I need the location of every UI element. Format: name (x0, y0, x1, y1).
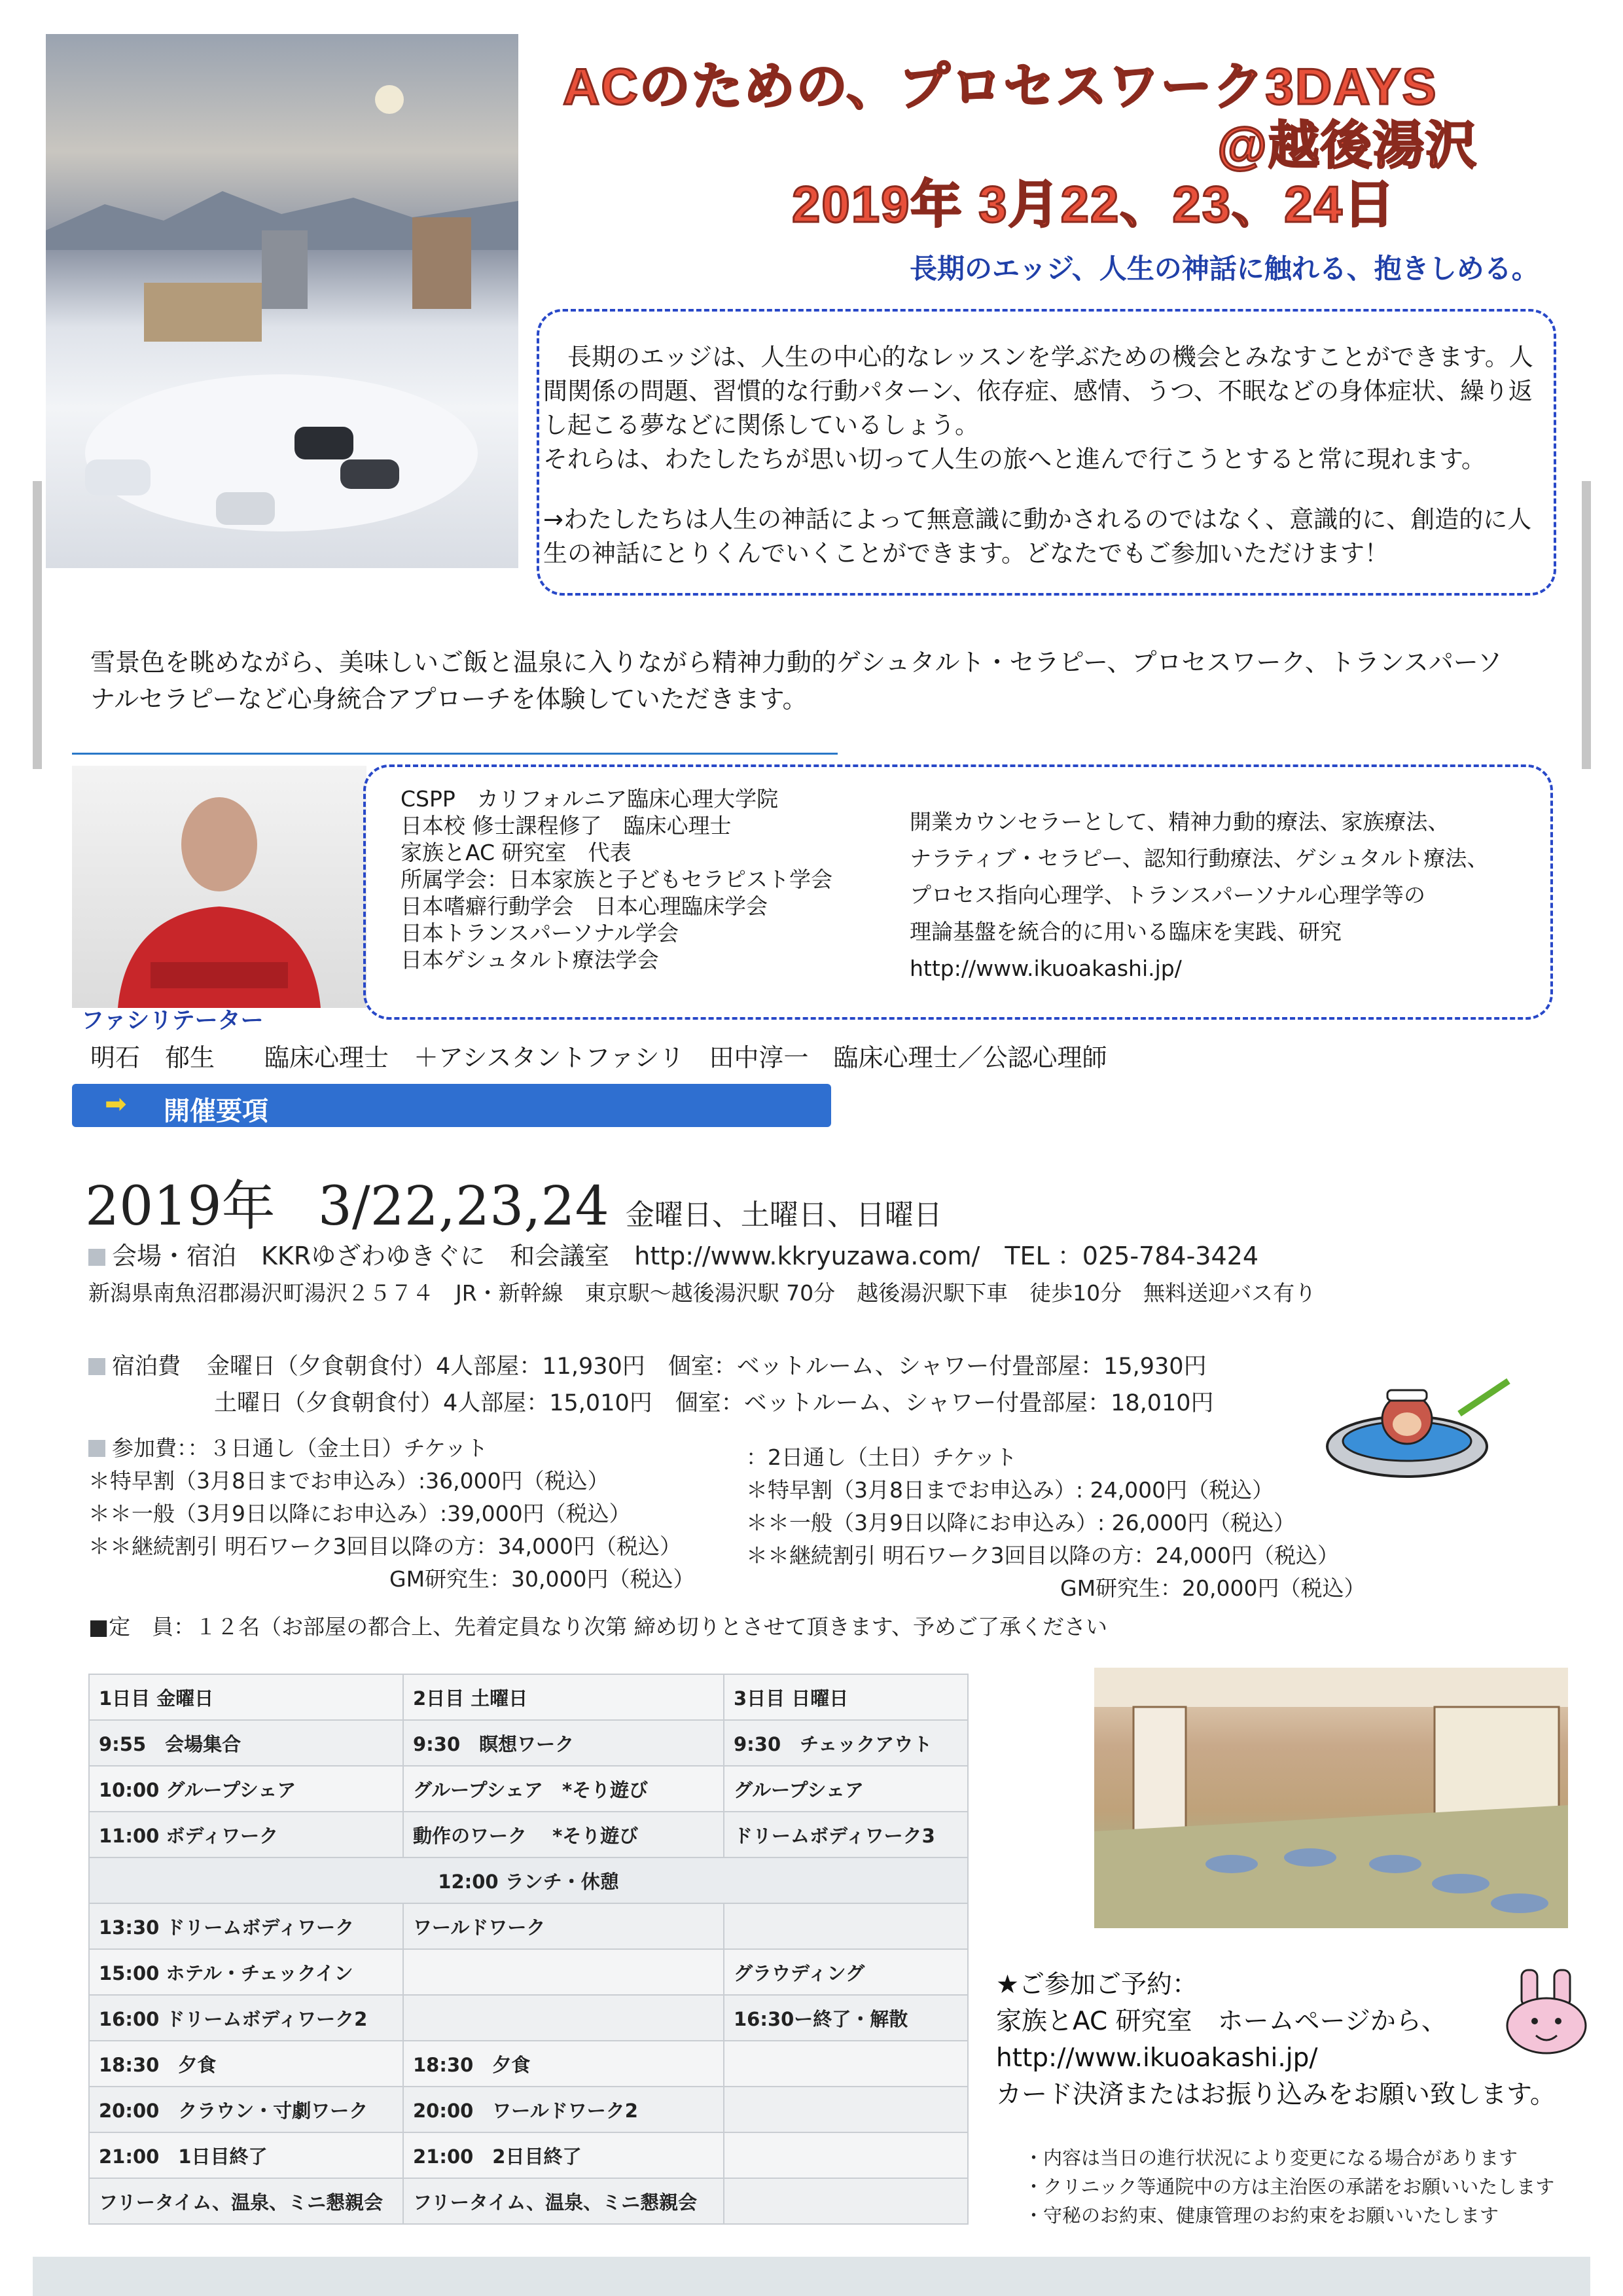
credential-line: CSPP カリフォルニア臨床心理大学院 (401, 786, 779, 812)
fee-line: ＊＊一般（3月9日以降にお申込み）: 26,000円（税込） (746, 1510, 1296, 1535)
event-title-line3: 2019年 3月22、23、24日 (792, 175, 1396, 233)
credential-line: 日本嗜癖行動学会 日本心理臨床学会 (401, 893, 768, 919)
event-year: 2019年 (85, 1175, 276, 1238)
arrow-right-icon: ➡ (105, 1089, 127, 1119)
square-bullet-icon (88, 1440, 105, 1457)
table-cell: フリータイム、温泉、ミニ懇親会 (403, 2178, 724, 2224)
table-row (89, 2087, 968, 2132)
profile-description (910, 804, 1488, 987)
booking-info (996, 1967, 1556, 2113)
description-line: ナラティブ・セラピー、認知行動療法、ゲシュタルト療法、 (910, 846, 1489, 871)
fees-label: 参加費：：３日通し（金土日）チケット (112, 1435, 488, 1461)
fees-label-row (88, 1432, 695, 1465)
table-row (89, 1995, 968, 2041)
fees-right (746, 1441, 1366, 1605)
notes (1024, 2144, 1554, 2230)
booking-heading: ★ご参加ご予約： (996, 1970, 1198, 2000)
credential-line: 日本ゲシュタルト療法学会 (401, 947, 659, 973)
credential-line: 日本校 修士課程修了 臨床心理士 (401, 813, 732, 838)
table-cell: グループシェア (724, 1766, 968, 1812)
fee-line: ＊＊一般（3月9日以降にお申込み）:39,000円（税込） (88, 1501, 631, 1526)
schedule-table (88, 1674, 969, 2225)
credential-line: 所属学会：日本家族と子どもセラピスト学会 (401, 867, 832, 892)
lodging-block (88, 1348, 1214, 1422)
table-cell: 13:30 ドリームボディワーク (89, 1903, 403, 1949)
table-row (89, 1949, 968, 1995)
table-cell (403, 1995, 724, 2041)
lodging-label: 宿泊費 (112, 1354, 181, 1380)
table-cell: 15:00 ホテル・チェックイン (89, 1949, 403, 1995)
event-days: 金曜日、土曜日、日曜日 (625, 1198, 942, 1232)
table-cell: 9:55 会場集合 (89, 1720, 403, 1766)
table-row (89, 1720, 968, 1766)
table-cell: 9:30 チェックアウト (724, 1720, 968, 1766)
table-cell (403, 1949, 724, 1995)
table-cell (724, 2041, 968, 2087)
fee-line: ＊＊継続割引 明石ワーク3回目以降の方：24,000円（税込） (746, 1543, 1339, 1568)
description-line: 開業カウンセラーとして、精神力動的療法、家族療法、 (910, 809, 1450, 834)
table-cell: 動作のワーク *そり遊び (403, 1812, 724, 1857)
intro-paragraph-3: →わたしたちは人生の神話によって無意識に動かされるのではなく、意識的に、創造的に人生の神話にとりくんでいくことができます。どなたでもご参加いただけます！ (543, 505, 1532, 567)
table-row (89, 1903, 968, 1949)
lead-text: 雪景色を眺めながら、美味しいご飯と温泉に入りながら精神力動的ゲシュタルト・セラピー、プロセスワーク、トランスパーソナルセラピーなど心身統合アプローチを体験していただきます。 (90, 648, 1503, 713)
table-cell: 20:00 ワールドワーク2 (403, 2087, 724, 2132)
fee-line: ＊特早割（3月8日までお申込み）:36,000円（税込） (88, 1468, 609, 1494)
description-line: 理論基盤を統合的に用いる臨床を実践、研究 (910, 919, 1342, 944)
table-cell: ワールドワーク (403, 1903, 724, 1949)
column-header: 3日目 日曜日 (724, 1674, 968, 1720)
table-cell: グループシェア *そり遊び (403, 1766, 724, 1812)
fee-line: GM研究生：20,000円（税込） (1060, 1575, 1366, 1601)
column-header: 1日目 金曜日 (89, 1674, 403, 1720)
table-cell (724, 2178, 968, 2224)
table-cell: 18:30 夕食 (403, 2041, 724, 2087)
address-line: 新潟県南魚沼郡湯沢町湯沢２５７４ JR・新幹線 東京駅〜越後湯沢駅 70分 越後湯沢駅下車 徒歩10分 無料送迎バス有り (88, 1280, 1317, 1306)
table-cell: フリータイム、温泉、ミニ懇親会 (89, 2178, 403, 2224)
table-cell: 10:00 グループシェア (89, 1766, 403, 1812)
right-margin-bar (1582, 481, 1591, 769)
event-subtitle: 長期のエッジ、人生の神話に触れる、抱きしめる。 (910, 253, 1539, 285)
event-date-line (85, 1164, 942, 1240)
table-header-row (89, 1674, 968, 1720)
event-title-line2: @越後湯沢 (1217, 117, 1478, 174)
table-row (89, 2178, 968, 2224)
table-cell: 20:00 クラウン・寸劇ワーク (89, 2087, 403, 2132)
section-header-bar (72, 1084, 831, 1127)
fee-line: GM研究生：30,000円（税込） (389, 1566, 695, 1592)
table-cell: 16:00 ドリームボディワーク2 (89, 1995, 403, 2041)
column-header: 2日目 土曜日 (403, 1674, 724, 1720)
table-cell: 18:30 夕食 (89, 2041, 403, 2087)
credential-line: 家族とAC 研究室 代表 (401, 840, 632, 865)
event-title-line1: ACのための、プロセスワーク3DAYS (563, 58, 1438, 115)
capacity-line: ■定 員：１２名（お部屋の都合上、先着定員なり次第 締め切りとさせて頂きます、予めご了承ください (88, 1614, 1108, 1640)
lodging-row-2: 土曜日（夕食朝食付）4人部屋：15,010円 個室：ベットルーム、シャワー付畳部屋：18,010円 (214, 1390, 1214, 1416)
table-cell: 21:00 1日目終了 (89, 2132, 403, 2178)
section-divider (72, 753, 838, 755)
lodging-friday: 金曜日（夕食朝食付）4人部屋：11,930円 個室：ベットルーム、シャワー付畳部屋：15,930円 (207, 1354, 1207, 1380)
table-cell: 16:30ー終了・解散 (724, 1995, 968, 2041)
table-row (89, 1812, 968, 1857)
snow-landscape-photo (46, 34, 518, 568)
rabbit-illustration (1495, 1964, 1600, 2058)
fee-line: ＊特早割（3月8日までお申込み）: 24,000円（税込） (746, 1477, 1274, 1503)
table-cell (724, 1903, 968, 1949)
event-dates: 3/22,23,24 (317, 1175, 609, 1238)
facilitator-names: 明石 郁生 臨床心理士 ＋アシスタントファシリ 田中淳一 臨床心理士／公認心理師 (90, 1043, 1107, 1072)
profile-credentials (401, 785, 832, 973)
note-line: ・クリニック等通院中の方は主治医の承諾をお願いいたします (1024, 2176, 1555, 2198)
table-cell (724, 2087, 968, 2132)
credential-line: 日本トランスパーソナル学会 (401, 920, 679, 946)
booking-line: カード決済またはお振り込みをお願い致します。 (996, 2080, 1556, 2109)
intro-paragraph-2: それらは、わたしたちが思い切って人生の旅へと進んで行こうとすると常に現れます。 (543, 445, 1486, 473)
table-cell: 21:00 2日目終了 (403, 2132, 724, 2178)
note-line: ・守秘のお約束、健康管理のお約束をお願いいたします (1024, 2204, 1499, 2227)
table-cell-lunch: 12:00 ランチ・休憩 (89, 1857, 968, 1903)
fees-left (88, 1432, 695, 1596)
facilitator-label: ファシリテーター (81, 1008, 264, 1034)
table-cell: ドリームボディワーク3 (724, 1812, 968, 1857)
table-row (89, 2132, 968, 2178)
note-line: ・内容は当日の進行状況により変更になる場合があります (1024, 2147, 1518, 2169)
table-cell: グラウディング (724, 1949, 968, 1995)
lodging-row-1 (88, 1348, 1214, 1385)
facilitator-photo (72, 766, 366, 1008)
section-header-label: 開催要項 (164, 1096, 268, 1126)
table-row (89, 1766, 968, 1812)
footer-bar (33, 2257, 1590, 2296)
intro-paragraph-1: 長期のエッジは、人生の中心的なレッスンを学ぶための機会とみなすことができます。人間関係の問題、習慣的な行動パターン、依存症、感情、うつ、不眠などの身体症状、繰り返し起こる夢などに関係しているしょう。 (543, 343, 1533, 439)
venue-line (88, 1236, 1258, 1272)
table-row (89, 2041, 968, 2087)
table-cell: 9:30 瞑想ワーク (403, 1720, 724, 1766)
table-cell: 11:00 ボディワーク (89, 1812, 403, 1857)
square-bullet-icon (88, 1358, 105, 1375)
booking-line: 家族とAC 研究室 ホームページから、 (996, 2007, 1447, 2036)
left-margin-bar (33, 481, 42, 769)
venue-text: 会場・宿泊 KKRゆざわゆきぐに 和会議室 http://www.kkryuzawa.com/ TEL ：025-784-3424 (112, 1242, 1258, 1270)
meeting-room-photo (1094, 1668, 1568, 1928)
booking-url[interactable]: http://www.ikuoakashi.jp/ (996, 2043, 1318, 2073)
description-line: プロセス指向心理学、トランスパーソナル心理学等の (910, 882, 1426, 908)
fees-right-label: ：2日通し（土日）チケット (746, 1444, 1018, 1470)
square-bullet-icon (88, 1249, 105, 1266)
profile-url[interactable]: http://www.ikuoakashi.jp/ (910, 956, 1182, 981)
table-row-lunch (89, 1857, 968, 1903)
fee-line: ＊＊継続割引 明石ワーク3回目以降の方：34,000円（税込） (88, 1534, 681, 1559)
table-cell (724, 2132, 968, 2178)
